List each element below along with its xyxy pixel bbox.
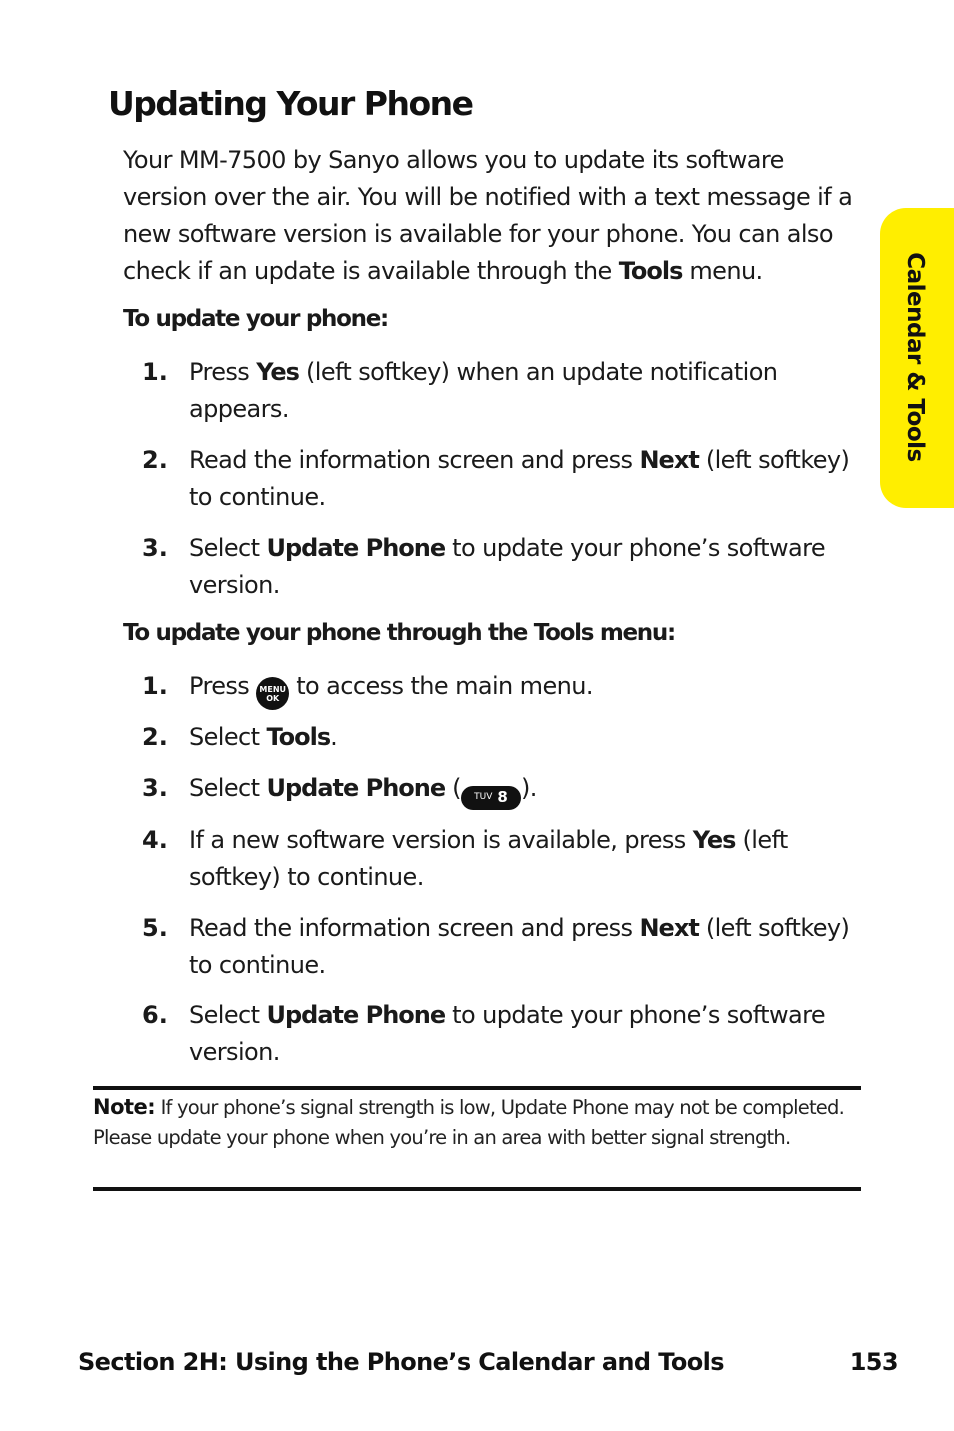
note-bottom-rule: [93, 1187, 861, 1191]
intro-paragraph: Your MM-7500 by Sanyo allows you to update its software version over the air. You will be notified with a text message if a new software version is available for your phone. You can also check if an update is available through the Tools menu.: [123, 146, 853, 285]
section2-step-1: 1. Press MENU OK to access the main menu.: [142, 668, 867, 710]
section2-step-6: 6. Select Update Phone to update your phone’s software version.: [142, 1001, 826, 1066]
page-number: 153: [849, 1348, 898, 1376]
note-top-rule: [93, 1086, 861, 1090]
section2-heading: To update your phone through the Tools menu:: [123, 620, 675, 646]
section2-step-5: 5. Read the information screen and press Next (left softkey) to continue.: [142, 914, 850, 979]
page-title: Updating Your Phone: [108, 84, 473, 123]
key-8-icon: TUV 8: [461, 786, 521, 810]
note-box: Note: If your phone’s signal strength is low, Update Phone may not be completed. Please update your phone when you’re in an area with better signal strength.: [93, 1095, 844, 1149]
section1-step-1: 1. Press Yes (left softkey) when an update notification appears.: [142, 358, 778, 423]
menu-ok-key-icon: MENU OK: [256, 677, 289, 710]
section1-step-3: 3. Select Update Phone to update your phone’s software version.: [142, 534, 826, 599]
side-tab-label: Calendar & Tools: [902, 252, 928, 462]
section2-step-2: 2. Select Tools.: [142, 723, 338, 751]
tools-menu-name: Tools: [618, 257, 683, 285]
page-footer: [78, 1348, 898, 1376]
section1-heading: To update your phone:: [123, 306, 388, 332]
section2-step-4: 4. If a new software version is available, press Yes (left softkey) to continue.: [142, 826, 788, 891]
section1-step-2: 2. Read the information screen and press Next (left softkey) to continue.: [142, 446, 850, 511]
footer-section-title: Section 2H: Using the Phone’s Calendar and Tools: [78, 1348, 724, 1376]
section2-step-3: 3. Select Update Phone ( TUV 8 ).: [142, 770, 867, 810]
